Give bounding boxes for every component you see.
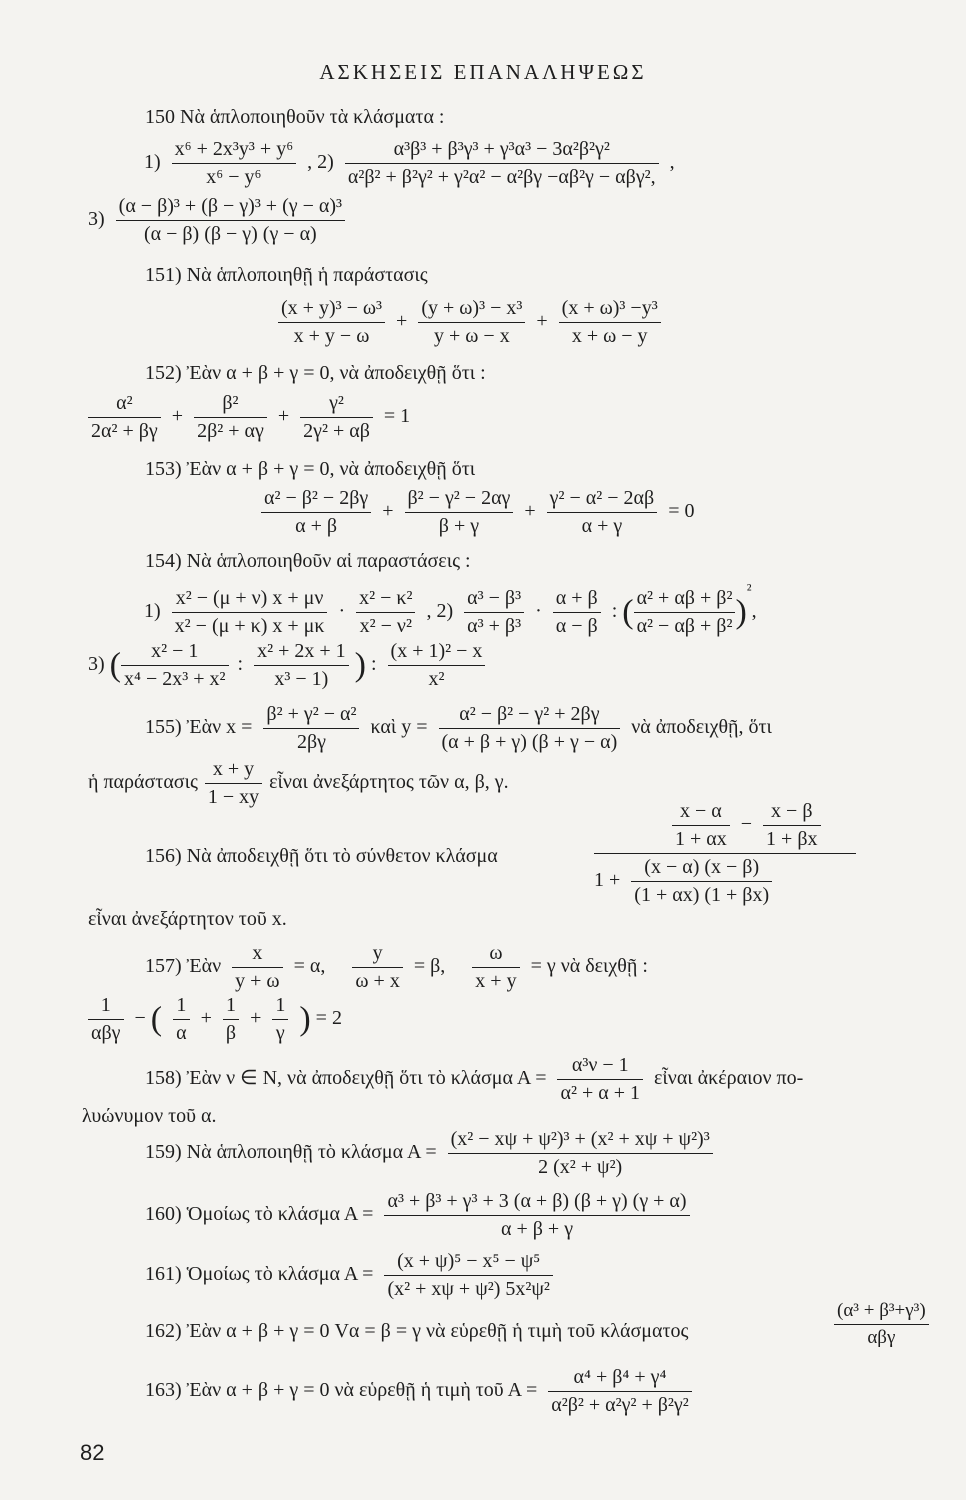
- one-plus: 1 +: [594, 869, 621, 892]
- fraction: [116, 195, 345, 246]
- text: ἡ παράστασις: [88, 771, 198, 794]
- numerator: x² − (μ + ν) x + μν: [172, 587, 328, 613]
- rhs: = 2: [315, 1007, 342, 1030]
- exercise-151-intro: 151) Νὰ ἁπλοποιηθῇ ἡ παράστασις: [145, 264, 428, 286]
- left-paren: (: [109, 646, 121, 684]
- colon-sign: :: [370, 653, 377, 676]
- intro: 157) Ἐὰν: [145, 955, 222, 978]
- numerator: x − α: [672, 800, 730, 826]
- exercise-162-fraction: [834, 1300, 929, 1349]
- dot-sign: ·: [338, 600, 346, 622]
- fraction: [356, 587, 415, 638]
- numerator: x² + 2x + 1: [254, 640, 349, 666]
- denominator: x + y: [475, 970, 517, 992]
- exercise-156-intro: 156) Νὰ ἀποδειχθῇ ὅτι τὸ σύνθετον κλάσμα: [145, 845, 498, 867]
- left-paren: (: [150, 1000, 163, 1038]
- fraction: [345, 138, 659, 189]
- numerator: (x + ψ)⁵ − x⁵ − ψ⁵: [384, 1250, 552, 1276]
- fraction: [300, 392, 373, 443]
- fraction: [448, 1128, 713, 1179]
- left-paren: (: [622, 593, 634, 631]
- fraction: [672, 800, 730, 851]
- denominator: α³ + β³: [467, 614, 522, 637]
- exercise-153-eq: [255, 487, 694, 538]
- denominator: αβγ: [91, 1022, 121, 1044]
- numerator: α² − β² − γ² + 2βγ: [439, 703, 621, 729]
- numerator: (x − α) (x − β): [631, 856, 772, 882]
- numerator: α² − β² − 2βγ: [261, 487, 371, 513]
- denominator: (α − β) (β − γ) (γ − α): [143, 223, 317, 245]
- label: 3): [88, 208, 105, 231]
- numerator: β²: [194, 392, 267, 418]
- denominator: β + γ: [438, 515, 480, 537]
- exercise-153-intro: 153) Ἐὰν α + β + γ = 0, νὰ ἀποδειχθῇ ὅτι: [145, 458, 476, 480]
- numerator: α³ − β³: [464, 587, 524, 613]
- right-paren: ): [735, 593, 747, 631]
- numerator: β² − γ² − 2αγ: [405, 487, 514, 513]
- denominator: x + ω − y: [571, 325, 648, 347]
- exercise-154-eq1: [144, 582, 757, 638]
- intro: 159) Νὰ ἁπλοποιηθῇ τὸ κλάσμα Α =: [145, 1141, 437, 1164]
- exercise-151-eq: [272, 297, 667, 348]
- denominator: α²β² + α²γ² + β²γ²: [551, 1394, 689, 1416]
- fraction: [172, 587, 328, 638]
- fraction: [121, 640, 229, 691]
- and-text: καὶ y =: [370, 716, 428, 739]
- fraction: [263, 703, 359, 754]
- numerator: α²: [88, 392, 161, 418]
- denominator: x³ − 1): [274, 668, 329, 690]
- denominator: x⁶ − y⁶: [206, 166, 262, 188]
- denominator: α − β: [555, 614, 598, 637]
- denominator: 1 + αx: [675, 828, 727, 850]
- plus-sign: +: [250, 1007, 262, 1030]
- plus-sign: +: [277, 405, 290, 428]
- exercise-155-line2: [88, 758, 509, 809]
- intro: 161) Ὁμοίως τὸ κλάσμα Α =: [145, 1263, 374, 1286]
- exponent: ²: [746, 582, 752, 599]
- exercise-157-eq: [145, 942, 648, 993]
- denominator: α² − αβ + β²: [636, 614, 733, 637]
- right-paren: ): [299, 1000, 311, 1038]
- equals-text: = γ νὰ δειχθῇ :: [530, 955, 648, 978]
- label: , 2): [307, 151, 334, 174]
- numerator: (α³ + β³+γ³): [834, 1300, 929, 1325]
- numerator: α³β³ + β³γ³ + γ³α³ − 3α²β²γ²: [345, 138, 659, 164]
- numerator: α² + αβ + β²: [634, 587, 736, 613]
- page-number: 82: [80, 1440, 105, 1465]
- exercise-154-intro: 154) Νὰ ἁπλοποιηθοῦν αἱ παραστάσεις :: [145, 550, 471, 572]
- numerator: γ² − α² − 2αβ: [547, 487, 658, 513]
- numerator: (x² − xψ + ψ²)³ + (x² + xψ + ψ²)³: [448, 1128, 713, 1154]
- right-paren: ): [354, 646, 366, 684]
- exercise-150-eq1: [144, 138, 675, 189]
- exercise-157-result: [82, 994, 342, 1045]
- tail-text: νὰ ἀποδειχθῇ, ὅτι: [631, 716, 772, 739]
- intro: 163) Ἐὰν α + β + γ = 0 νὰ εὑρεθῇ ἡ τιμὴ τοῦ Α =: [145, 1379, 538, 1402]
- exercise-162-intro: 162) Ἐὰν α + β + γ = 0 Vα = β = γ νὰ εὑρεθῇ ἡ τιμὴ τοῦ κλάσματος: [145, 1320, 689, 1342]
- numerator: y: [352, 942, 402, 968]
- numerator: (α − β)³ + (β − γ)³ + (γ − α)³: [116, 195, 345, 221]
- plus-sign: +: [396, 310, 408, 333]
- rhs: = 0: [668, 500, 695, 523]
- fraction: [418, 297, 525, 348]
- fraction: [352, 942, 402, 993]
- numerator: x − β: [763, 800, 820, 826]
- numerator: (x + y)³ − ω³: [278, 297, 385, 323]
- plus-sign: +: [382, 500, 394, 523]
- numerator: (x + 1)² − x: [388, 640, 486, 666]
- denominator: x + y − ω: [293, 325, 370, 347]
- plus-sign: +: [200, 1007, 212, 1030]
- fraction: [634, 587, 736, 638]
- denominator: β: [225, 1022, 237, 1044]
- intro: 158) Ἐὰν ν ∈ N, νὰ ἀποδειχθῇ ὅτι τὸ κλάσμα Α =: [145, 1067, 547, 1090]
- denominator: α + γ: [581, 515, 623, 537]
- denominator: x² − (μ + κ) x + μκ: [174, 614, 325, 637]
- colon-sign: :: [611, 600, 618, 622]
- denominator: γ: [275, 1022, 285, 1044]
- denominator: 1 − xy: [207, 786, 260, 808]
- denominator: α² + α + 1: [560, 1082, 640, 1104]
- denominator: α + β + γ: [500, 1218, 574, 1240]
- fraction: [553, 587, 601, 638]
- exercise-159-eq: [145, 1128, 719, 1179]
- fraction: [464, 587, 524, 638]
- numerator: ω: [472, 942, 519, 968]
- exercise-155-eq: [145, 703, 772, 754]
- numerator: (x + ω)³ −y³: [559, 297, 661, 323]
- numerator: 1: [173, 994, 189, 1020]
- fraction: [557, 1054, 643, 1105]
- fraction: [272, 994, 288, 1045]
- denominator: 2γ² + αβ: [303, 420, 370, 442]
- tail-text: εἶναι ἀκέραιον πο-: [654, 1067, 804, 1090]
- dot-sign: ·: [535, 600, 542, 622]
- exercise-161-eq: [145, 1250, 559, 1301]
- numerator: β² + γ² − α²: [263, 703, 359, 729]
- numerator: α³ν − 1: [557, 1054, 643, 1080]
- equals-text: = β,: [413, 955, 446, 978]
- denominator: α: [176, 1022, 187, 1044]
- label: 3): [88, 653, 105, 676]
- numerator: x² − 1: [121, 640, 229, 666]
- denominator: x²: [428, 668, 445, 690]
- numerator: (y + ω)³ − x³: [418, 297, 525, 323]
- colon-sign: :: [237, 653, 244, 676]
- numerator: 1: [272, 994, 288, 1020]
- fraction: [223, 994, 239, 1045]
- numerator: x² − κ²: [356, 587, 415, 613]
- fraction: [173, 994, 189, 1045]
- plus-sign: +: [171, 405, 184, 428]
- exercise-152-intro: 152) Ἐὰν α + β + γ = 0, νὰ ἀποδειχθῇ ὅτι :: [145, 362, 486, 384]
- fraction: [194, 392, 267, 443]
- minus-sign: −: [740, 813, 753, 836]
- numerator: α + β: [553, 587, 601, 613]
- label: 1): [144, 151, 161, 174]
- denominator: (α + β + γ) (β + γ − α): [441, 731, 618, 753]
- fraction: [834, 1300, 929, 1349]
- denominator: x² − ν²: [359, 614, 412, 637]
- denominator: α²β² + β²γ² + γ²α² − α²βγ −αβ²γ − αβγ²,: [347, 166, 656, 188]
- exercise-156-complex-fraction: [594, 800, 856, 907]
- fraction: [548, 1366, 692, 1417]
- comma: ,: [751, 600, 757, 622]
- exercise-158-line2: λυώνυμον τοῦ α.: [82, 1105, 217, 1127]
- minus-sign: −: [134, 1007, 146, 1030]
- denominator: y + ω: [235, 970, 280, 992]
- denominator: ω + x: [355, 970, 400, 992]
- fraction: [388, 640, 486, 691]
- denominator: 1 + βx: [766, 828, 818, 850]
- denominator: 2βγ: [296, 731, 326, 753]
- fraction: [172, 138, 297, 189]
- exercise-150-intro: 150 Νὰ ἁπλοποιηθοῦν τὰ κλάσματα :: [145, 106, 445, 128]
- plus-sign: +: [536, 310, 548, 333]
- fraction: [763, 800, 820, 851]
- fraction: [278, 297, 385, 348]
- denominator: 2 (x² + ψ²): [538, 1156, 623, 1178]
- exercise-156-line2: εἶναι ἀνεξάρτητον τοῦ x.: [88, 908, 287, 930]
- exercise-160-eq: [145, 1190, 696, 1241]
- denominator: y + ω − x: [433, 325, 510, 347]
- numerator: α³ + β³ + γ³ + 3 (α + β) (β + γ) (γ + α): [384, 1190, 689, 1216]
- fraction: [254, 640, 349, 691]
- numerator: x + y: [205, 758, 262, 784]
- fraction: [232, 942, 282, 993]
- numerator: x: [232, 942, 282, 968]
- equals-text: = α,: [293, 955, 326, 978]
- denominator: x⁴ − 2x³ + x²: [124, 668, 226, 690]
- denominator: (1 + αx) (1 + βx): [634, 884, 770, 906]
- numerator: α⁴ + β⁴ + γ⁴: [548, 1366, 692, 1392]
- label: , 2): [426, 600, 454, 622]
- numerator: 1: [223, 994, 239, 1020]
- page-header: ΑΣΚΗΣΕΙΣ ΕΠΑΝΑΛΗΨΕΩΣ: [319, 60, 647, 84]
- denominator: αβγ: [867, 1327, 896, 1348]
- label: 1): [144, 600, 161, 622]
- exercise-154-eq3: [88, 640, 491, 691]
- comma: ,: [669, 151, 675, 174]
- fraction: [88, 994, 124, 1045]
- fraction: [384, 1250, 552, 1301]
- numerator: x⁶ + 2x³y³ + y⁶: [172, 138, 297, 164]
- fraction: [384, 1190, 689, 1241]
- fraction: [405, 487, 514, 538]
- intro: 155) Ἐὰν x =: [145, 716, 253, 739]
- denominator: 2α² + βγ: [91, 420, 158, 442]
- fraction: [547, 487, 658, 538]
- denominator: 2β² + αγ: [197, 420, 264, 442]
- fraction: [631, 856, 772, 907]
- fraction: [472, 942, 519, 993]
- denominator: α + β: [295, 515, 338, 537]
- fraction: [205, 758, 262, 809]
- numerator: 1: [88, 994, 124, 1020]
- exercise-150-eq3: [88, 195, 351, 246]
- exercise-163-eq: [145, 1366, 698, 1417]
- text: εἶναι ἀνεξάρτητος τῶν α, β, γ.: [269, 771, 509, 794]
- exercise-152-eq: [82, 392, 410, 443]
- exercise-158-eq: [145, 1054, 803, 1105]
- fraction: [559, 297, 661, 348]
- numerator: γ²: [300, 392, 373, 418]
- rhs: = 1: [383, 405, 411, 428]
- fraction: [88, 392, 161, 443]
- intro: 160) Ὁμοίως τὸ κλάσμα Α =: [145, 1203, 374, 1226]
- plus-sign: +: [524, 500, 536, 523]
- denominator: (x² + xψ + ψ²) 5x²ψ²: [387, 1278, 550, 1300]
- fraction: [439, 703, 621, 754]
- fraction: [261, 487, 371, 538]
